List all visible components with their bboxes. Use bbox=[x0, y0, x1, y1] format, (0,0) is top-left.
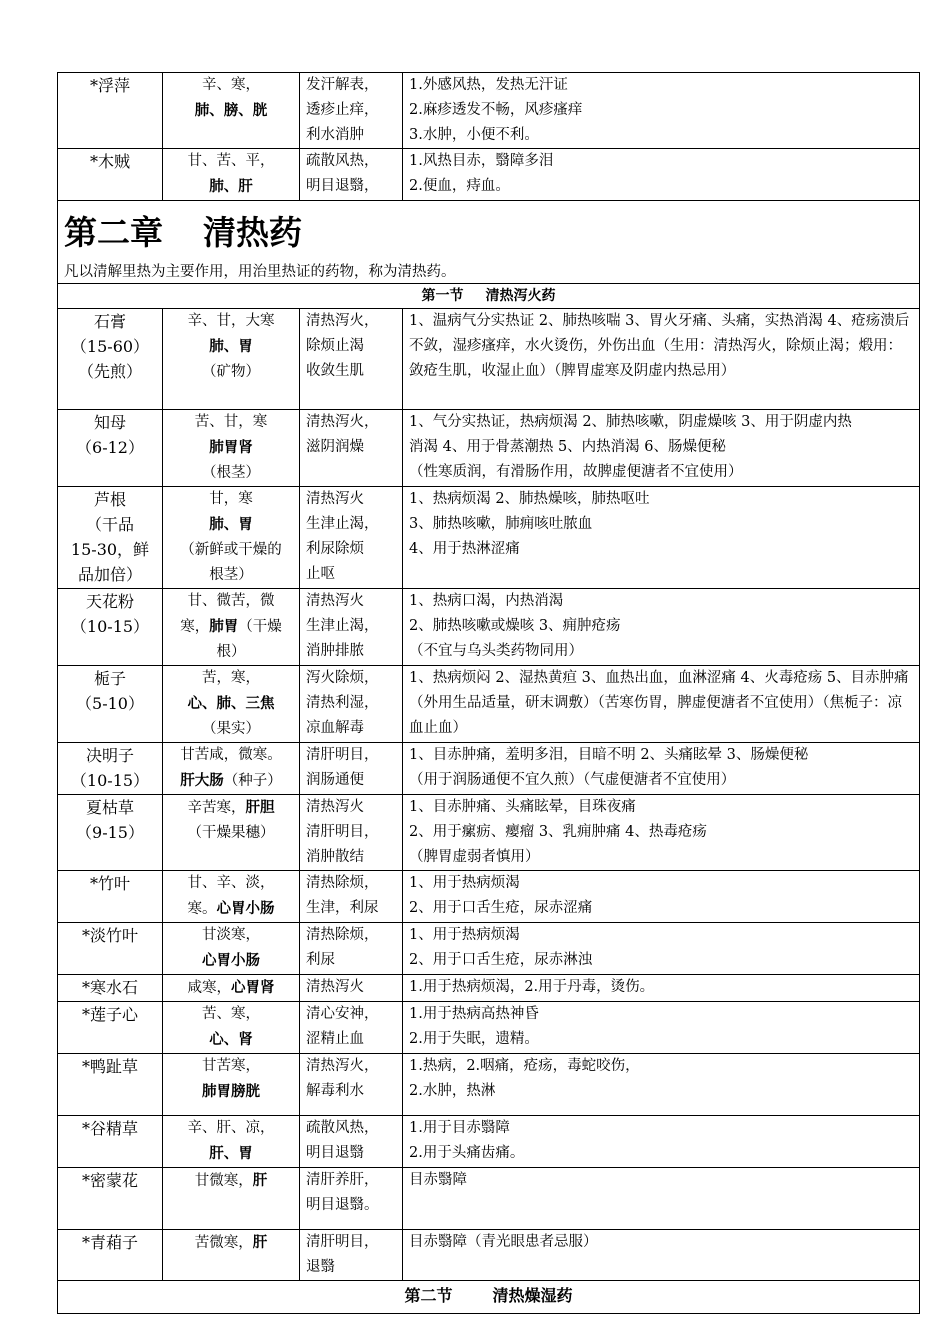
property-text: 辛、寒， bbox=[202, 77, 260, 93]
herb-function-cell bbox=[300, 1002, 403, 1054]
herb-function-cell bbox=[300, 1168, 403, 1230]
meridian-text: 肝、胃 bbox=[209, 1145, 253, 1162]
herb-name-line: （10-15） bbox=[70, 771, 150, 790]
property-line bbox=[169, 589, 293, 614]
function-line: 清热泻火 bbox=[306, 799, 364, 815]
property-text: 甘淡寒， bbox=[202, 927, 260, 943]
function-line: 明目退翳， bbox=[306, 178, 379, 194]
property-line bbox=[169, 334, 293, 360]
herb-name-line: 芦根 bbox=[93, 490, 126, 509]
herb-usage-cell bbox=[403, 1230, 920, 1281]
herb-name-line: （干品 bbox=[85, 515, 134, 534]
usage-line: 2.用于失眠，遗精。 bbox=[409, 1031, 539, 1047]
function-line: 解毒利水 bbox=[306, 1083, 364, 1099]
property-line bbox=[169, 1079, 293, 1105]
herb-row bbox=[58, 1054, 920, 1116]
usage-line: 1.风热目赤，翳障多泪 bbox=[409, 153, 554, 169]
herb-property-cell bbox=[163, 410, 300, 487]
meridian-text: 肺胃肾 bbox=[209, 439, 253, 456]
herb-function-cell bbox=[300, 666, 403, 743]
herb-property-cell bbox=[163, 1054, 300, 1116]
function-line: 清肝明目， bbox=[306, 1234, 379, 1250]
herb-name-cell bbox=[58, 975, 163, 1002]
property-line bbox=[169, 73, 293, 98]
herb-name-cell bbox=[58, 73, 163, 149]
herb-function-cell bbox=[300, 743, 403, 795]
herb-property-cell bbox=[163, 73, 300, 149]
usage-line: 目赤翳障（青光眼患者忌服） bbox=[409, 1234, 598, 1250]
usage-line: 目赤翳障 bbox=[409, 1172, 467, 1188]
herb-usage-cell bbox=[403, 1002, 920, 1054]
herb-row bbox=[58, 743, 920, 795]
herb-name-line: 石膏 bbox=[93, 312, 126, 331]
function-line: 透疹止痒， bbox=[306, 102, 379, 118]
chapter-name: 清热药 bbox=[203, 213, 302, 252]
property-text: 苦、甘，寒 bbox=[194, 414, 268, 430]
function-line: 利尿 bbox=[306, 952, 335, 968]
herb-property-cell bbox=[163, 589, 300, 666]
meridian-text: 肝胆 bbox=[245, 799, 275, 816]
property-text: （根茎） bbox=[202, 465, 260, 481]
herb-function-cell bbox=[300, 1116, 403, 1168]
meridian-text: 心、肾 bbox=[209, 1031, 253, 1048]
herb-name-cell bbox=[58, 923, 163, 975]
usage-line: （性寒质润，有滑肠作用，故脾虚便溏者不宜使用） bbox=[409, 464, 743, 480]
meridian-text: 肝 bbox=[252, 1234, 268, 1251]
herb-rows bbox=[58, 309, 920, 1281]
usage-line: 1.用于目赤翳障 bbox=[409, 1120, 510, 1136]
function-line: 除烦止渴 bbox=[306, 338, 364, 354]
herb-usage-cell bbox=[403, 666, 920, 743]
herb-name-line: *青葙子 bbox=[81, 1233, 138, 1252]
herb-name-cell bbox=[58, 410, 163, 487]
herb-function-cell bbox=[300, 589, 403, 666]
herb-name-line: *淡竹叶 bbox=[81, 926, 138, 945]
herb-name-line: *莲子心 bbox=[81, 1005, 138, 1024]
herb-function-cell bbox=[300, 410, 403, 487]
herb-name-cell bbox=[58, 795, 163, 871]
herb-usage-cell bbox=[403, 743, 920, 795]
usage-line: 1、热病烦渴 2、肺热燥咳，肺热呕吐 bbox=[409, 491, 650, 507]
herb-name-cell bbox=[58, 871, 163, 923]
herb-name-cell bbox=[58, 743, 163, 795]
property-line bbox=[169, 691, 293, 717]
function-line: 明目退翳。 bbox=[306, 1197, 379, 1213]
section-2-header bbox=[58, 1281, 920, 1314]
herb-name-line: *密蒙花 bbox=[81, 1171, 138, 1190]
function-line: 利水消肿 bbox=[306, 127, 364, 143]
usage-line: 1.用于热病烦渴，2.用于丹毒，烫伤。 bbox=[409, 979, 655, 995]
property-text: 甘苦咸，微寒。 bbox=[180, 747, 282, 763]
herb-name-line: （10-15） bbox=[70, 617, 150, 636]
herb-usage-cell bbox=[403, 975, 920, 1002]
herb-row bbox=[58, 309, 920, 410]
herb-name-cell bbox=[58, 1054, 163, 1116]
chapter-cell bbox=[58, 201, 920, 284]
herb-property-cell bbox=[163, 487, 300, 589]
herb-name-line: *竹叶 bbox=[89, 874, 130, 893]
function-line: 滋阴润燥 bbox=[306, 439, 364, 455]
property-line bbox=[169, 435, 293, 461]
property-line bbox=[169, 149, 293, 174]
herb-name-line: （15-60） bbox=[70, 337, 150, 356]
herb-property-cell bbox=[163, 1230, 300, 1281]
property-text: 甘，寒 bbox=[209, 491, 253, 507]
herb-name-line: *谷精草 bbox=[81, 1119, 138, 1138]
herb-name-cell bbox=[58, 309, 163, 410]
herb-usage-cell bbox=[403, 73, 920, 149]
usage-line: 2.麻疹透发不畅，风疹瘙痒 bbox=[409, 102, 583, 118]
function-line: 收敛生肌 bbox=[306, 363, 364, 379]
herb-property-cell bbox=[163, 923, 300, 975]
section-number: 第一节 bbox=[421, 288, 464, 304]
meridian-text: 肺胃 bbox=[209, 618, 239, 635]
usage-line: 消渴 4、用于骨蒸潮热 5、内热消渴 6、肠燥便秘 bbox=[409, 439, 727, 455]
herb-property-cell bbox=[163, 309, 300, 410]
function-line: 发汗解表， bbox=[306, 77, 379, 93]
herb-name-line: （6-12） bbox=[76, 438, 144, 457]
herb-function-cell bbox=[300, 1054, 403, 1116]
section-heading-1 bbox=[58, 284, 920, 309]
herb-row bbox=[58, 487, 920, 589]
property-line bbox=[169, 1230, 293, 1256]
usage-line: 1、目赤肿痛，羞明多泪，目暗不明 2、头痛眩晕 3、肠燥便秘 bbox=[409, 747, 809, 763]
herb-function-cell bbox=[300, 487, 403, 589]
property-line bbox=[169, 360, 293, 385]
section-name: 清热泻火药 bbox=[485, 288, 556, 304]
herb-function-cell bbox=[300, 975, 403, 1002]
meridian-text: 心胃肾 bbox=[231, 979, 275, 996]
property-line bbox=[169, 768, 293, 794]
herb-name-cell bbox=[58, 589, 163, 666]
herb-row bbox=[58, 149, 920, 201]
property-line bbox=[169, 640, 293, 665]
usage-line: （脾胃虚弱者慎用） bbox=[409, 849, 540, 865]
property-text: 甘微寒， bbox=[194, 1173, 253, 1189]
herb-row bbox=[58, 1002, 920, 1054]
property-line bbox=[169, 487, 293, 512]
function-line: 涩精止血 bbox=[306, 1031, 364, 1047]
usage-line: 2.便血，痔血。 bbox=[409, 178, 510, 194]
usage-line: 3、肺热咳嗽，肺痈咳吐脓血 bbox=[409, 516, 593, 532]
usage-line: 2.水肿，热淋 bbox=[409, 1083, 496, 1099]
property-text: 辛、甘，大寒 bbox=[187, 313, 275, 329]
property-line bbox=[169, 309, 293, 334]
property-line bbox=[169, 1168, 293, 1194]
function-line: 明目退翳 bbox=[306, 1145, 364, 1161]
function-line: 清热泻火 bbox=[306, 593, 364, 609]
property-text: 辛苦寒， bbox=[187, 800, 246, 816]
usage-line: 3.水肿，小便不利。 bbox=[409, 127, 539, 143]
previous-chapter-rows bbox=[58, 73, 920, 201]
property-line bbox=[169, 1027, 293, 1053]
function-line: 清热除烦， bbox=[306, 875, 379, 891]
function-line: 消肿排脓 bbox=[306, 643, 364, 659]
herb-name-cell bbox=[58, 1116, 163, 1168]
usage-line: 2、用于瘰疬、瘿瘤 3、乳痈肿痛 4、热毒疮疡 bbox=[409, 824, 707, 840]
herb-name-line: *木贼 bbox=[89, 152, 130, 171]
herb-name-line: 知母 bbox=[93, 413, 126, 432]
meridian-text: 肝大肠 bbox=[180, 772, 224, 789]
function-line: 清热泻火 bbox=[306, 491, 364, 507]
herb-usage-cell bbox=[403, 1054, 920, 1116]
usage-line: 1.外感风热，发热无汗证 bbox=[409, 77, 568, 93]
section-number: 第二节 bbox=[404, 1286, 453, 1305]
herb-name-line: 夏枯草 bbox=[85, 798, 134, 817]
herb-property-cell bbox=[163, 975, 300, 1002]
function-line: 润肠通便 bbox=[306, 772, 364, 788]
property-line bbox=[169, 795, 293, 821]
function-line: 生津止渴， bbox=[306, 516, 379, 532]
herb-row bbox=[58, 410, 920, 487]
usage-line: 2、肺热咳嗽或燥咳 3、痈肿疮疡 bbox=[409, 618, 621, 634]
herb-row bbox=[58, 871, 920, 923]
usage-line: 1、用于热病烦渴 bbox=[409, 927, 520, 943]
herb-row bbox=[58, 666, 920, 743]
usage-line: 1.热病，2.咽痛，疮疡，毒蛇咬伤， bbox=[409, 1058, 640, 1074]
herb-row bbox=[58, 795, 920, 871]
herb-property-cell bbox=[163, 871, 300, 923]
property-line bbox=[169, 948, 293, 974]
function-line: 疏散风热， bbox=[306, 153, 379, 169]
function-line: 清肝养肝， bbox=[306, 1172, 379, 1188]
property-text: （矿物） bbox=[202, 364, 260, 380]
meridian-text: 心、肺、三焦 bbox=[187, 695, 275, 712]
property-line bbox=[169, 896, 293, 922]
property-line bbox=[169, 538, 293, 563]
usage-text: 1、温病气分实热证 2、肺热咳喘 3、胃火牙痛、头痛，实热消渴 4、疮疡溃后不敛，湿疹瘙痒，水火烫伤，外伤出血（生用：清热泻火，除烦止渴；煅用：敛疮生肌，收湿止血）（脾胃虚寒及阴虚内热忌用） bbox=[409, 313, 910, 379]
meridian-text: 肺、胃 bbox=[209, 338, 253, 355]
herb-name-cell bbox=[58, 1002, 163, 1054]
herb-name-cell bbox=[58, 666, 163, 743]
property-line bbox=[169, 563, 293, 588]
herb-usage-cell bbox=[403, 589, 920, 666]
property-line bbox=[169, 743, 293, 768]
herb-row bbox=[58, 1168, 920, 1230]
herb-property-cell bbox=[163, 743, 300, 795]
herb-name-line: 天花粉 bbox=[85, 592, 134, 611]
usage-line: 2、用于口舌生疮，尿赤涩痛 bbox=[409, 900, 593, 916]
meridian-text: 肺、膀、胱 bbox=[194, 102, 268, 119]
function-line: 清热利湿， bbox=[306, 695, 379, 711]
herb-property-cell bbox=[163, 1168, 300, 1230]
herb-name-cell bbox=[58, 1168, 163, 1230]
property-text: （干燥 bbox=[238, 619, 282, 635]
usage-line: （不宜与乌头类药物同用） bbox=[409, 643, 583, 659]
function-line: 清肝明目， bbox=[306, 747, 379, 763]
herb-usage-cell bbox=[403, 487, 920, 589]
herb-name-cell bbox=[58, 1230, 163, 1281]
meridian-text: 心胃小肠 bbox=[216, 900, 275, 917]
usage-line: 1.用于热病高热神昏 bbox=[409, 1006, 539, 1022]
property-line bbox=[169, 98, 293, 124]
herb-usage-cell bbox=[403, 795, 920, 871]
function-line: 疏散风热， bbox=[306, 1120, 379, 1136]
property-text: 根茎） bbox=[209, 567, 253, 583]
property-line bbox=[169, 410, 293, 435]
property-text: 苦，寒， bbox=[202, 670, 260, 686]
herb-function-cell bbox=[300, 149, 403, 201]
property-line bbox=[169, 174, 293, 200]
herb-row bbox=[58, 1230, 920, 1281]
property-line bbox=[169, 821, 293, 846]
property-text: （新鲜或干燥的 bbox=[180, 542, 282, 558]
property-text: 甘、苦、平， bbox=[187, 153, 275, 169]
section-name: 清热燥湿药 bbox=[492, 1286, 573, 1305]
function-line: 清热泻火， bbox=[306, 313, 379, 329]
function-line: 泻火除烦， bbox=[306, 670, 379, 686]
property-line bbox=[169, 1054, 293, 1079]
herb-usage-cell bbox=[403, 923, 920, 975]
herb-name-line: （先煎） bbox=[77, 362, 142, 381]
property-line bbox=[169, 1141, 293, 1167]
herb-function-cell bbox=[300, 923, 403, 975]
property-text: 咸寒， bbox=[187, 980, 231, 996]
herb-row bbox=[58, 73, 920, 149]
herb-function-cell bbox=[300, 795, 403, 871]
herb-name-line: 决明子 bbox=[85, 746, 134, 765]
usage-text: 1、热病烦闷 2、湿热黄疸 3、血热出血，血淋涩痛 4、火毒疮疡 5、目赤肿痛（外用生品适量，研末调敷）（苦寒伤胃，脾虚便溏者不宜使用）（焦栀子：凉血止血） bbox=[409, 670, 909, 736]
function-line: 凉血解毒 bbox=[306, 720, 364, 736]
herb-usage-cell bbox=[403, 309, 920, 410]
property-line bbox=[169, 666, 293, 691]
property-line bbox=[169, 975, 293, 1001]
property-text: 甘、辛、淡， bbox=[187, 875, 275, 891]
herb-name-line: *浮萍 bbox=[89, 76, 130, 95]
usage-line: 2、用于口舌生疮，尿赤淋浊 bbox=[409, 952, 593, 968]
herb-name-line: 15-30，鲜 bbox=[70, 540, 150, 559]
herb-usage-cell bbox=[403, 149, 920, 201]
usage-line: （用于润肠通便不宜久煎）（气虚便溏者不宜使用） bbox=[409, 772, 736, 788]
herb-property-cell bbox=[163, 1116, 300, 1168]
function-line: 清心安神， bbox=[306, 1006, 379, 1022]
herb-row bbox=[58, 589, 920, 666]
property-text: （种子） bbox=[223, 773, 282, 789]
property-line bbox=[169, 461, 293, 486]
herb-table bbox=[57, 72, 920, 1314]
function-line: 清热除烦， bbox=[306, 927, 379, 943]
herb-usage-cell bbox=[403, 871, 920, 923]
property-text: 寒， bbox=[180, 619, 210, 635]
property-line bbox=[169, 1116, 293, 1141]
herb-function-cell bbox=[300, 309, 403, 410]
herb-row bbox=[58, 975, 920, 1002]
function-line: 利尿除烦 bbox=[306, 541, 364, 557]
herb-function-cell bbox=[300, 73, 403, 149]
herb-name-line: 品加倍） bbox=[77, 565, 142, 584]
usage-line: 1、热病口渴，内热消渴 bbox=[409, 593, 564, 609]
herb-usage-cell bbox=[403, 1116, 920, 1168]
function-line: 生津，利尿 bbox=[306, 900, 379, 916]
herb-function-cell bbox=[300, 871, 403, 923]
herb-name-line: （5-10） bbox=[76, 694, 144, 713]
herb-name-cell bbox=[58, 487, 163, 589]
property-line bbox=[169, 614, 293, 640]
usage-line: 1、用于热病烦渴 bbox=[409, 875, 520, 891]
property-text: （干燥果穗） bbox=[187, 825, 275, 841]
herb-property-cell bbox=[163, 149, 300, 201]
chapter-description: 凡以清解里热为主要作用，用治里热证的药物，称为清热药。 bbox=[64, 264, 456, 280]
herb-name-line: *寒水石 bbox=[81, 978, 138, 997]
herb-name-line: *鸭趾草 bbox=[81, 1057, 138, 1076]
function-line: 清肝明目， bbox=[306, 824, 379, 840]
function-line: 生津止渴， bbox=[306, 618, 379, 634]
usage-line: 4、用于热淋涩痛 bbox=[409, 541, 520, 557]
meridian-text: 心胃小肠 bbox=[202, 952, 260, 969]
property-text: 苦、寒， bbox=[202, 1006, 260, 1022]
herb-name-cell bbox=[58, 149, 163, 201]
function-line: 清热泻火， bbox=[306, 414, 379, 430]
property-line bbox=[169, 923, 293, 948]
property-text: 甘、微苦，微 bbox=[187, 593, 275, 609]
function-line: 消肿散结 bbox=[306, 849, 364, 865]
function-line: 退翳 bbox=[306, 1259, 335, 1275]
herb-property-cell bbox=[163, 1002, 300, 1054]
chapter-title bbox=[64, 201, 913, 261]
meridian-text: 肺、肝 bbox=[209, 178, 253, 195]
chapter-number: 第二章 bbox=[64, 213, 163, 252]
property-text: 根） bbox=[216, 644, 246, 660]
chapter-header bbox=[58, 201, 920, 309]
meridian-text: 肝 bbox=[252, 1172, 268, 1189]
herb-usage-cell bbox=[403, 410, 920, 487]
function-line: 止呕 bbox=[306, 566, 335, 582]
herb-property-cell bbox=[163, 666, 300, 743]
herb-usage-cell bbox=[403, 1168, 920, 1230]
property-line bbox=[169, 1002, 293, 1027]
meridian-text: 肺、胃 bbox=[209, 516, 253, 533]
property-line bbox=[169, 871, 293, 896]
property-text: 苦微寒， bbox=[194, 1235, 253, 1251]
herb-name-line: 栀子 bbox=[93, 669, 126, 688]
property-text: 甘苦寒， bbox=[202, 1058, 260, 1074]
usage-line: 2.用于头痛齿痛。 bbox=[409, 1145, 525, 1161]
herb-row bbox=[58, 1116, 920, 1168]
property-text: （果实） bbox=[202, 721, 260, 737]
property-line bbox=[169, 512, 293, 538]
herb-row bbox=[58, 923, 920, 975]
section-heading-2 bbox=[58, 1281, 920, 1314]
function-line: 清热泻火， bbox=[306, 1058, 379, 1074]
herb-function-cell bbox=[300, 1230, 403, 1281]
property-text: 寒。 bbox=[187, 901, 217, 917]
meridian-text: 肺胃膀胱 bbox=[202, 1083, 260, 1100]
property-line bbox=[169, 717, 293, 742]
function-line: 清热泻火 bbox=[306, 979, 364, 995]
property-text: 辛、肝、凉， bbox=[187, 1120, 275, 1136]
usage-line: 1、目赤肿痛、头痛眩晕，目珠夜痛 bbox=[409, 799, 636, 815]
usage-line: 1、气分实热证，热病烦渴 2、肺热咳嗽，阴虚燥咳 3、用于阴虚内热 bbox=[409, 414, 852, 430]
herb-name-line: （9-15） bbox=[76, 823, 144, 842]
herb-property-cell bbox=[163, 795, 300, 871]
